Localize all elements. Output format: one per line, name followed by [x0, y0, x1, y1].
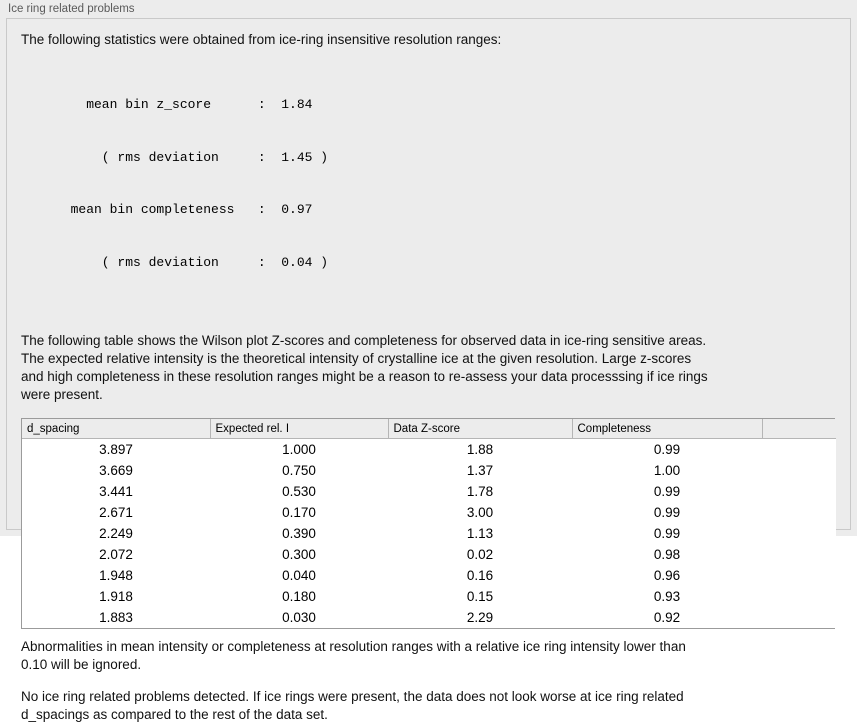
table-row[interactable]: [22, 586, 836, 607]
cell-expected-rel-i: 0.300: [210, 544, 388, 565]
cell-completeness: 0.99: [572, 481, 762, 502]
cell-expected-rel-i: 0.040: [210, 565, 388, 586]
table-row[interactable]: [22, 523, 836, 544]
cell-expected-rel-i: 1.000: [210, 439, 388, 461]
description-line-1: The following table shows the Wilson plot Z-scores and completeness for observed data in ice-ring sensitive areas.: [21, 333, 707, 348]
cell-data-z-score: 2.29: [388, 607, 572, 628]
cell-completeness: 0.99: [572, 502, 762, 523]
table-row[interactable]: [22, 544, 836, 565]
table-header-row: [22, 419, 836, 439]
table-row[interactable]: [22, 502, 836, 523]
cell-expected-rel-i: 0.390: [210, 523, 388, 544]
cell-data-z-score: 1.37: [388, 460, 572, 481]
column-header-data-z-score[interactable]: Data Z-score: [388, 419, 572, 439]
cell-extra: [762, 502, 836, 523]
report-panel: [6, 18, 851, 722]
table-row[interactable]: [22, 481, 836, 502]
table-row[interactable]: [22, 607, 836, 628]
cell-d-spacing: 1.948: [22, 565, 210, 586]
cell-data-z-score: 0.16: [388, 565, 572, 586]
stat-line-z-score-rms: ( rms deviation : 1.45 ): [55, 149, 329, 165]
intro-text: The following statistics were obtained from ice-ring insensitive resolution ranges:: [21, 32, 502, 47]
cell-data-z-score: 1.88: [388, 439, 572, 461]
cell-extra: [762, 481, 836, 502]
abnormalities-line-2: 0.10 will be ignored.: [21, 657, 142, 672]
cell-completeness: 0.96: [572, 565, 762, 586]
ice-ring-table: [22, 419, 836, 628]
cell-d-spacing: 2.249: [22, 523, 210, 544]
cell-extra: [762, 523, 836, 544]
cell-extra: [762, 607, 836, 628]
cell-data-z-score: 3.00: [388, 502, 572, 523]
cell-completeness: 0.98: [572, 544, 762, 565]
cell-expected-rel-i: 0.750: [210, 460, 388, 481]
abnormalities-note: [21, 638, 836, 674]
column-header-expected-rel-i[interactable]: Expected rel. I: [210, 419, 388, 439]
cell-data-z-score: 0.15: [388, 586, 572, 607]
column-header-d-spacing[interactable]: d_spacing: [22, 419, 210, 439]
cell-extra: [762, 586, 836, 607]
column-header-extra[interactable]: [762, 419, 836, 439]
cell-completeness: 0.92: [572, 607, 762, 628]
spacer: [21, 306, 836, 332]
cell-completeness: 0.99: [572, 523, 762, 544]
stat-line-mean-z-score: mean bin z_score : 1.84: [55, 97, 313, 112]
window-title: Ice ring related problems: [8, 3, 135, 15]
statistics-block: [55, 61, 836, 306]
cell-data-z-score: 0.02: [388, 544, 572, 565]
cell-data-z-score: 1.78: [388, 481, 572, 502]
cell-d-spacing: 1.918: [22, 586, 210, 607]
cell-completeness: 1.00: [572, 460, 762, 481]
cell-d-spacing: 1.883: [22, 607, 210, 628]
table-body: [22, 439, 836, 629]
cell-d-spacing: 2.671: [22, 502, 210, 523]
cell-expected-rel-i: 0.030: [210, 607, 388, 628]
cell-extra: [762, 565, 836, 586]
cell-extra: [762, 460, 836, 481]
conclusion-line-1: No ice ring related problems detected. If ice rings were present, the data does not look worse at ice ring related: [21, 689, 684, 704]
cell-d-spacing: 3.441: [22, 481, 210, 502]
cell-completeness: 0.93: [572, 586, 762, 607]
window-titlebar: [0, 0, 857, 18]
cell-d-spacing: 3.897: [22, 439, 210, 461]
abnormalities-line-1: Abnormalities in mean intensity or completeness at resolution ranges with a relative ice ring intensity lower than: [21, 639, 686, 654]
stat-line-mean-completeness: mean bin completeness : 0.97: [55, 202, 313, 217]
cell-extra: [762, 439, 836, 461]
description-block: [21, 332, 836, 404]
cell-data-z-score: 1.13: [388, 523, 572, 544]
ice-ring-table-container: [21, 418, 835, 629]
description-line-2: The expected relative intensity is the theoretical intensity of crystalline ice at the given resolution. Large z-scores: [21, 351, 692, 366]
cell-expected-rel-i: 0.530: [210, 481, 388, 502]
description-line-3: and high completeness in these resolution ranges might be a reason to re-assess your data processsing if ice rings: [21, 369, 708, 384]
cell-expected-rel-i: 0.170: [210, 502, 388, 523]
conclusion-line-2: d_spacings as compared to the rest of the data set.: [21, 707, 328, 722]
stat-line-completeness-rms: ( rms deviation : 0.04 ): [55, 254, 329, 270]
cell-extra: [762, 544, 836, 565]
conclusion-note: [21, 688, 836, 724]
description-line-4: were present.: [21, 387, 103, 402]
cell-completeness: 0.99: [572, 439, 762, 461]
table-row[interactable]: [22, 565, 836, 586]
cell-d-spacing: 2.072: [22, 544, 210, 565]
cell-expected-rel-i: 0.180: [210, 586, 388, 607]
table-row[interactable]: [22, 460, 836, 481]
table-row[interactable]: [22, 439, 836, 461]
cell-d-spacing: 3.669: [22, 460, 210, 481]
column-header-completeness[interactable]: Completeness: [572, 419, 762, 439]
